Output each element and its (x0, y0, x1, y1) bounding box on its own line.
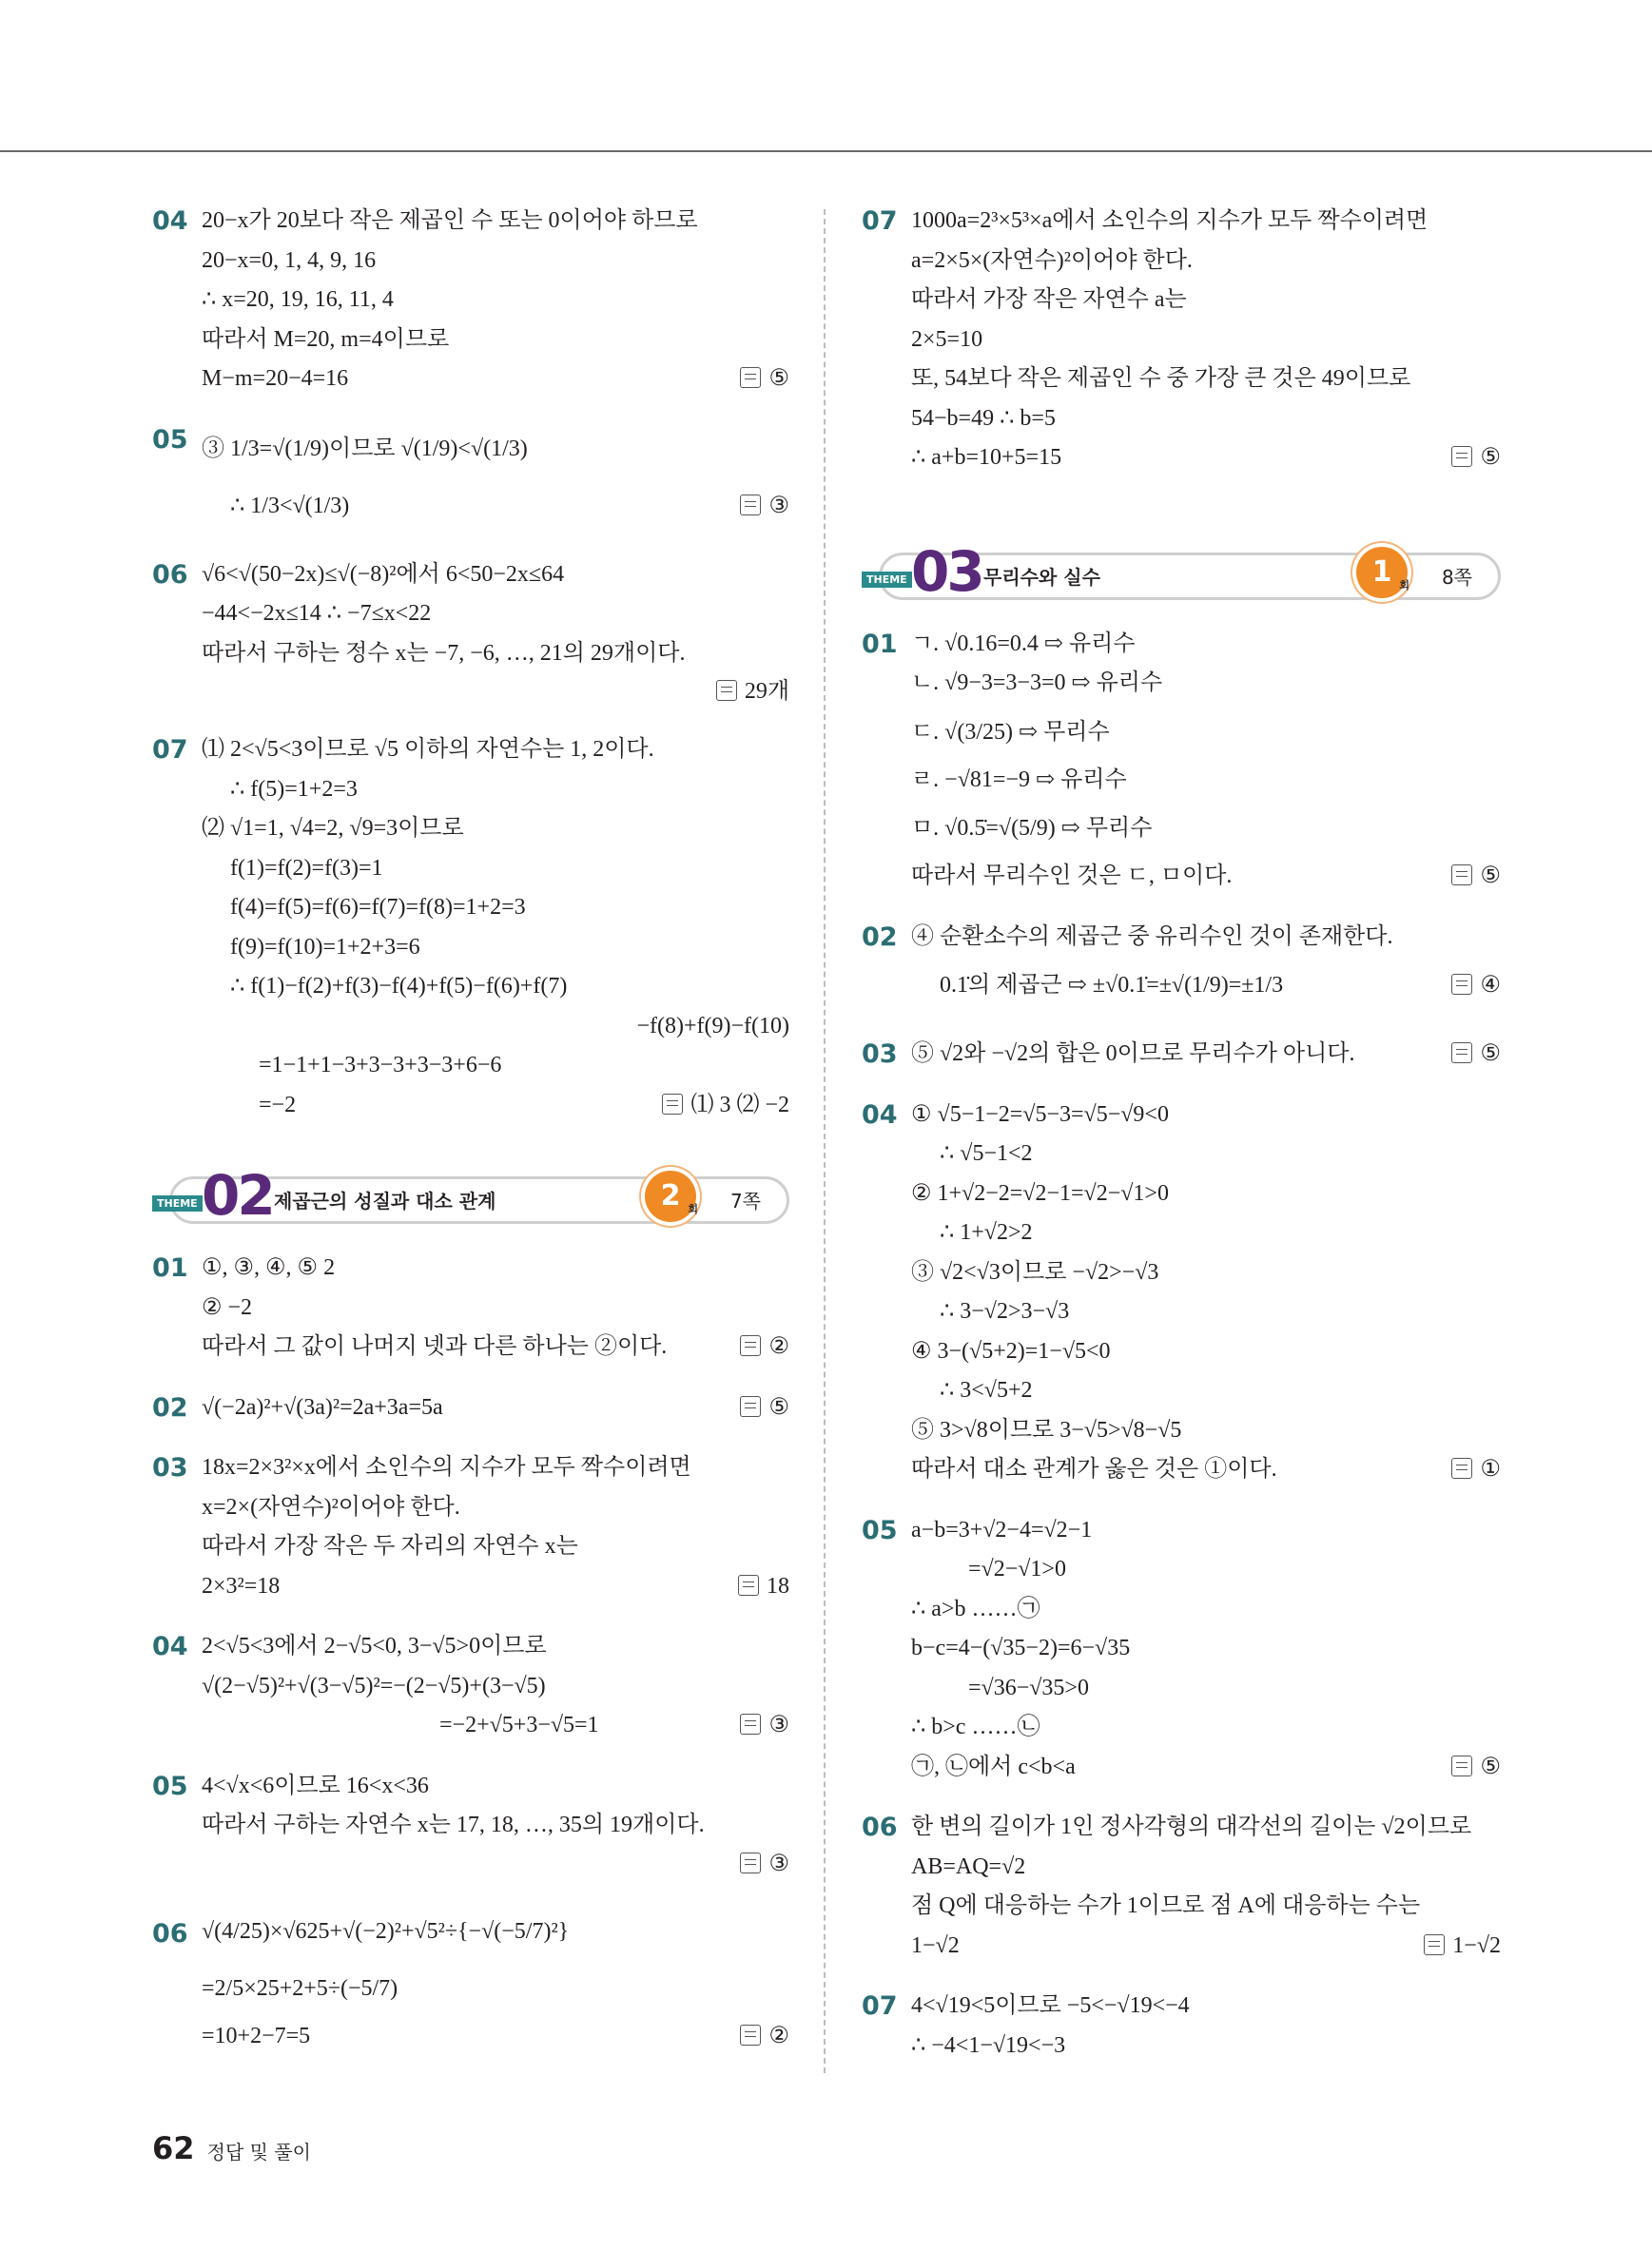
answer-value: ⑴ 3 ⑵ −2 (690, 1092, 789, 1117)
solution-line: =2/5×25+2+5÷(−5/7) (202, 1975, 398, 2001)
solution-line: ∴ b>c ……㉡ (911, 1715, 1040, 1739)
solution-text: 2×3²=18 (202, 1573, 281, 1599)
theme02-problem-05 (152, 1767, 789, 1882)
solution-line: 따라서 가장 작은 두 자리의 자연수 x는 (202, 1534, 578, 1559)
problem-number: 02 (152, 1392, 188, 1423)
solution-line (911, 1927, 1501, 1967)
solution-text: =−2 (259, 1092, 297, 1117)
solution-line: x=2×(자연수)²이어야 한다. (202, 1494, 460, 1520)
solution-line: −f(8)+f(9)−f(10) (636, 1013, 789, 1038)
page-footer (152, 2130, 311, 2166)
problem-number: 04 (862, 1099, 898, 1130)
round-suffix: 회 (688, 1203, 698, 1215)
solution-line: a−b=3+√2−4=√2−1 (911, 1517, 1093, 1543)
solution-text: =10+2−7=5 (202, 2023, 311, 2048)
theme03-problem-07 (862, 1987, 1501, 2066)
solution-text: ⑤ √2와 −√2의 합은 0이므로 무리수가 아니다. (911, 1041, 1355, 1066)
answer (740, 477, 789, 534)
problem-05 (152, 420, 789, 534)
answer-value: ⑤ (768, 1394, 789, 1420)
solution-line (202, 359, 789, 399)
solution-text: 따라서 대소 관계가 옳은 것은 ①이다. (911, 1457, 1277, 1482)
solution-line: ∴ f(1)−f(2)+f(3)−f(4)+f(5)−f(6)+f(7) (230, 974, 568, 999)
solution-text: ∴ a+b=10+5=15 (911, 445, 1062, 470)
answer-icon (1451, 1458, 1472, 1479)
solution-line: 한 변의 길이가 1인 정사각형의 대각선의 길이는 √2이므로 (911, 1814, 1472, 1839)
solution-line: =√36−√35>0 (968, 1675, 1089, 1700)
top-rule (0, 150, 1652, 152)
solution-line: 2<√5<3에서 2−√5<0, 3−√5>0이므로 (202, 1634, 547, 1659)
answer-icon (740, 1396, 761, 1417)
answer (740, 1706, 789, 1746)
answer-value: 29개 (744, 679, 789, 704)
answer-value: ⑤ (1480, 445, 1501, 470)
solution-text: √(−2a)²+√(3a)²=2a+3a=5a (202, 1394, 443, 1420)
solution-line: ㄱ. √0.16=0.4 ⇨ 유리수 (911, 631, 1136, 656)
answer-icon (1451, 1042, 1472, 1063)
theme02-problem-03 (152, 1448, 789, 1606)
solution-line: f(4)=f(5)=f(6)=f(7)=f(8)=1+2=3 (230, 895, 526, 920)
problem-number: 05 (862, 1515, 898, 1545)
solution-line: =1−1+1−3+3−3+3−3+6−6 (259, 1053, 502, 1077)
right-column (862, 202, 1501, 2086)
theme03-problem-04 (862, 1096, 1501, 1490)
answer-value: ⑤ (1480, 864, 1501, 888)
solution-text: 따라서 그 값이 나머지 넷과 다른 하나는 ②이다. (202, 1334, 668, 1359)
problem-number: 06 (152, 1918, 188, 1949)
answer (202, 1846, 789, 1882)
solution-line: √6<√(50−2x)≤√(−8)²에서 6<50−2x≤64 (202, 561, 565, 587)
solution-line: AB=AQ=√2 (911, 1853, 1026, 1879)
theme-header-02 (152, 1163, 789, 1228)
problem-06 (152, 555, 789, 710)
theme03-problem-01 (862, 625, 1501, 897)
column-divider (824, 209, 826, 2073)
answer-value: ① (1480, 1457, 1501, 1482)
answer (1451, 857, 1501, 897)
answer-value: ④ (1480, 973, 1501, 998)
theme-number: 02 (202, 1163, 273, 1228)
answer (740, 1328, 789, 1368)
answer (1451, 957, 1501, 1014)
answer (1451, 1450, 1501, 1490)
solution-line: ⑴ 2<√5<3이므로 √5 이하의 자연수는 1, 2이다. (202, 737, 654, 762)
solution-line: 또, 54보다 작은 제곱인 수 중 가장 큰 것은 49이므로 (911, 366, 1411, 391)
answer-value: ② (768, 1334, 789, 1359)
solution-line: ㄹ. −√81=−9 ⇨ 유리수 (911, 767, 1127, 792)
answer (740, 2017, 789, 2057)
answer (740, 359, 789, 399)
answer (738, 1567, 789, 1607)
problem-number: 07 (862, 206, 898, 236)
solution-line: b−c=4−(√35−2)=6−√35 (911, 1636, 1131, 1660)
solution-line: 2×5=10 (911, 326, 983, 352)
solution-line: ② 1+√2−2=√2−1=√2−√1>0 (911, 1180, 1169, 1206)
problem-number: 03 (152, 1453, 188, 1483)
answer-icon (1451, 446, 1472, 467)
solution-line: ④ 순환소수의 제곱근 중 유리수인 것이 존재한다. (911, 923, 1393, 949)
answer-icon (740, 1853, 761, 1873)
problem-number: 05 (152, 1771, 188, 1801)
problem-number: 07 (862, 1991, 898, 2021)
theme02-problem-04 (152, 1627, 789, 1746)
solution-line: ④ 3−(√5+2)=1−√5<0 (911, 1338, 1111, 1364)
answer-icon (1451, 1756, 1472, 1776)
solution-line: 점 Q에 대응하는 수가 1이므로 점 A에 대응하는 수는 (911, 1893, 1421, 1918)
solution-line: 18x=2×3²×x에서 소인수의 지수가 모두 짝수이려면 (202, 1455, 691, 1480)
solution-line (202, 1567, 789, 1607)
solution-line: −44<−2x≤14 ∴ −7≤x<22 (202, 601, 432, 626)
solution-text: 0.1̇의 제곱근 ⇨ ±√0.1̇=±√(1/9)=±1/3 (940, 973, 1284, 998)
solution-line: 따라서 구하는 자연수 x는 17, 18, …, 35의 19개이다. (202, 1813, 705, 1837)
problem-number: 06 (862, 1813, 898, 1842)
solution-text: 따라서 무리수인 것은 ㄷ, ㅁ이다. (911, 864, 1233, 888)
answer-value: 1−√2 (1452, 1932, 1501, 1958)
solution-line: 54−b=49 ∴ b=5 (911, 405, 1056, 431)
solution-line: ㄴ. √9−3=3−3=0 ⇨ 유리수 (911, 670, 1163, 695)
theme02-problem-06 (152, 1903, 789, 2057)
theme-title: 제곱근의 성질과 대소 관계 (274, 1190, 496, 1213)
solution-line: ㅁ. √0.5̇=√(5/9) ⇨ 무리수 (911, 816, 1153, 841)
solution-text: ∴ 1/3<√(1/3) (230, 493, 350, 518)
solution-line: ∴ f(5)=1+2=3 (230, 776, 358, 802)
answer-icon (740, 1335, 761, 1356)
answer-icon (740, 2025, 761, 2046)
problem-04 (152, 202, 789, 399)
solution-text: 1−√2 (911, 1932, 960, 1958)
solution-line: ∴ 3−√2>3−√3 (940, 1299, 1070, 1324)
solution-line: ①, ③, ④, ⑤ 2 (202, 1255, 336, 1280)
answer-value: ② (768, 2023, 789, 2048)
answer (202, 673, 789, 709)
problem-number: 02 (862, 922, 898, 952)
solution-line: ② −2 (202, 1294, 253, 1320)
solution-line: 4<√x<6이므로 16<x<36 (202, 1773, 429, 1798)
round-badge (1356, 547, 1408, 598)
problem-number: 04 (152, 206, 188, 236)
answer-icon (740, 1714, 761, 1735)
solution-line (202, 1388, 789, 1428)
problem-number: 01 (152, 1253, 188, 1283)
solution-line: a=2×5×(자연수)²이어야 한다. (911, 247, 1193, 273)
round-badge (645, 1171, 696, 1222)
answer-value: ⑤ (768, 366, 789, 391)
solution-line: ③ √2<√3이므로 −√2>−√3 (911, 1259, 1159, 1285)
theme03-problem-06 (862, 1808, 1501, 1966)
solution-line: ③ 1/3=√(1/9)이므로 √(1/9)<√(1/3) (202, 436, 528, 461)
problem-07 (152, 730, 789, 1125)
answer-icon (716, 680, 737, 701)
solution-line: ∴ −4<1−√19<−3 (911, 2032, 1066, 2058)
solution-line (911, 1748, 1501, 1788)
answer (1451, 438, 1501, 478)
theme-number: 03 (911, 538, 982, 604)
solution-line: ∴ 3<√5+2 (940, 1378, 1033, 1403)
solution-line: ⑵ √1=1, √4=2, √9=3이므로 (202, 816, 464, 841)
solution-line (911, 857, 1501, 897)
answer-icon (740, 367, 761, 388)
solution-line: √(2−√5)²+√(3−√5)²=−(2−√5)+(3−√5) (202, 1673, 546, 1698)
answer (1451, 1748, 1501, 1788)
answer-icon (738, 1575, 759, 1596)
solution-line (911, 1035, 1501, 1075)
solution-text: ㉠, ㉡에서 c<b<a (911, 1754, 1076, 1779)
theme02-problem-01 (152, 1249, 789, 1368)
round-number: 1 (1371, 554, 1392, 589)
solution-text: =−2+√5+3−√5=1 (439, 1713, 599, 1737)
footer-label: 정답 및 풀이 (206, 2141, 311, 2164)
problem-number: 06 (152, 559, 188, 590)
problem-number: 01 (862, 629, 898, 659)
answer-value: ③ (768, 493, 789, 518)
theme-header-03 (862, 538, 1501, 604)
answer-icon (662, 1094, 683, 1115)
solution-line: ① √5−1−2=√5−3=√5−√9<0 (911, 1101, 1169, 1127)
problem-number: 03 (862, 1039, 898, 1069)
answer-value: ⑤ (1480, 1041, 1501, 1066)
round-suffix: 회 (1399, 578, 1409, 592)
solution-line: 1000a=2³×5³×a에서 소인수의 지수가 모두 짝수이려면 (911, 208, 1428, 233)
solution-line: 20−x=0, 1, 4, 9, 16 (202, 247, 377, 273)
theme-page: 8쪽 (1441, 565, 1472, 589)
theme02-problem-02 (152, 1388, 789, 1428)
answer-value: ③ (768, 1851, 789, 1876)
solution-line: ∴ a>b ……㉠ (911, 1596, 1040, 1621)
solution-line (202, 477, 789, 534)
theme03-problem-05 (862, 1511, 1501, 1788)
solution-line: 따라서 가장 작은 자연수 a는 (911, 287, 1187, 312)
solution-line: =√2−√1>0 (968, 1557, 1066, 1582)
answer-icon (1424, 1934, 1445, 1955)
answer (662, 1086, 789, 1126)
answer-icon (1451, 974, 1472, 995)
left-column (152, 202, 789, 2077)
problem-number: 07 (152, 735, 188, 765)
answer-icon (1451, 864, 1472, 885)
round-number: 2 (660, 1179, 681, 1213)
solution-line: ∴ x=20, 19, 16, 11, 4 (202, 287, 394, 312)
answer (1424, 1927, 1501, 1967)
solution-line: ∴ 1+√2>2 (940, 1220, 1033, 1245)
solution-line: 따라서 구하는 정수 x는 −7, −6, …, 21의 29개이다. (202, 640, 686, 666)
solution-line: ㄷ. √(3/25) ⇨ 무리수 (911, 719, 1110, 745)
theme03-problem-02 (862, 918, 1501, 1015)
solution-line: 20−x가 20보다 작은 제곱인 수 또는 0이어야 하므로 (202, 208, 698, 233)
answer-value: 18 (767, 1573, 789, 1599)
solution-line: ∴ √5−1<2 (940, 1141, 1033, 1166)
solution-line: √(4/25)×√625+√(−2)²+√5²÷{−√(−5/7)²} (202, 1918, 570, 1944)
solution-line (911, 1450, 1501, 1490)
answer-value: ⑤ (1480, 1754, 1501, 1779)
theme-title: 무리수와 실수 (983, 565, 1100, 589)
solution-line (202, 2017, 789, 2057)
theme-page: 7쪽 (729, 1190, 761, 1213)
answer (740, 1388, 789, 1428)
problem-number: 05 (152, 424, 188, 455)
solution-line: 4<√19<5이므로 −5<−√19<−4 (911, 1993, 1190, 2018)
solution-line: ⑤ 3>√8이므로 3−√5>√8−√5 (911, 1417, 1182, 1443)
solution-line: f(1)=f(2)=f(3)=1 (230, 855, 383, 881)
solution-line: f(9)=f(10)=1+2+3=6 (230, 934, 420, 960)
page-number: 62 (152, 2130, 195, 2166)
solution-line (911, 438, 1501, 478)
answer-value: ③ (768, 1713, 789, 1737)
solution-line (202, 1706, 789, 1746)
solution-line: 따라서 M=20, m=4이므로 (202, 326, 450, 352)
answer-icon (740, 495, 761, 515)
problem-07-right (862, 202, 1501, 478)
theme03-problem-03 (862, 1035, 1501, 1075)
theme-tag: THEME (152, 1195, 203, 1212)
solution-text: M−m=20−4=16 (202, 366, 349, 391)
solution-line (202, 1328, 789, 1368)
solution-line (202, 1086, 789, 1126)
theme-tag: THEME (862, 572, 912, 588)
solution-line (911, 957, 1501, 1014)
answer (1451, 1035, 1501, 1075)
problem-number: 04 (152, 1632, 188, 1661)
